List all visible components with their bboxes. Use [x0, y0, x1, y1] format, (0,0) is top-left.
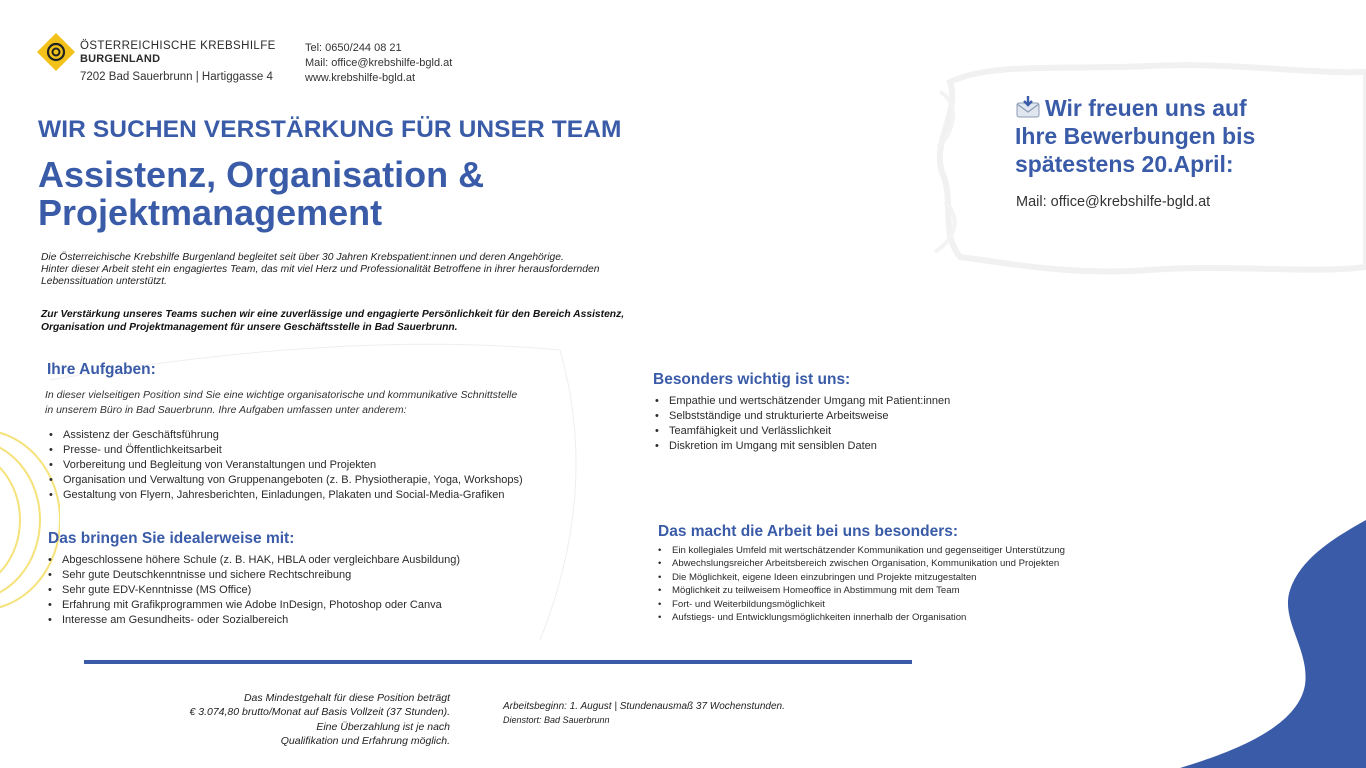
- intro-bold-line: Zur Verstärkung unseres Teams suchen wir eine zuverlässige und engagierte Persönlichkeit für den Bereich Assistenz,: [41, 309, 625, 320]
- intro-bold-line: Organisation und Projektmanagement für unsere Geschäftsstelle in Bad Sauerbrunn.: [41, 321, 458, 333]
- application-card-title: [1015, 94, 1315, 178]
- start-info: Arbeitsbeginn: 1. August | Stundenausmaß 37 Wochenstunden.: [503, 701, 785, 712]
- section-divider: [84, 660, 912, 664]
- section-title-besonders: Das macht die Arbeit bei uns besonders:: [658, 523, 959, 540]
- mitbringen-list: [46, 553, 460, 628]
- salary-line: Das Mindestgehalt für diese Position beträgt: [243, 692, 450, 704]
- card-line-2: Ihre Bewerbungen bis: [1015, 123, 1256, 149]
- list-item: • Abgeschlossene höhere Schule (z. B. HAK, HBLA oder vergleichbare Ausbildung): [46, 553, 460, 568]
- intro-line: Die Österreichische Krebshilfe Burgenland begleitet seit über 30 Jahren Krebspatient:innen und deren Angehörige.: [41, 252, 564, 263]
- list-item: • Selbstständige und strukturierte Arbeitsweise: [653, 409, 950, 424]
- list-item: • Aufstiegs- und Entwicklungsmöglichkeiten innerhalb der Organisation: [656, 611, 1065, 624]
- wichtig-list: [653, 394, 950, 454]
- list-item: • Sehr gute EDV-Kenntnisse (MS Office): [46, 583, 460, 598]
- section-title-mitbringen: Das bringen Sie idealerweise mit:: [48, 530, 295, 547]
- work-location: Dienstort: Bad Sauerbrunn: [503, 715, 610, 725]
- decorative-blue-wave: [1180, 520, 1366, 768]
- card-line-1: Wir freuen uns auf: [1045, 95, 1247, 121]
- list-item: • Abwechslungsreicher Arbeitsbereich zwischen Organisation, Kommunikation und Projekten: [656, 557, 1065, 570]
- intro-bold-text: [41, 309, 681, 334]
- list-item: • Möglichkeit zu teilweisem Homeoffice in Abstimmung mit dem Team: [656, 584, 1065, 597]
- salary-line: Eine Überzahlung ist je nach: [316, 720, 450, 733]
- org-name: ÖSTERREICHISCHE KREBSHILFE: [80, 40, 276, 52]
- list-item: • Erfahrung mit Grafikprogrammen wie Adobe InDesign, Photoshop oder Canva: [46, 598, 460, 613]
- contact-block: [305, 41, 452, 86]
- list-item: • Vorbereitung und Begleitung von Veranstaltungen und Projekten: [47, 458, 523, 473]
- list-item: • Sehr gute Deutschkenntnisse und sichere Rechtschreibung: [46, 568, 460, 583]
- krebshilfe-logo-icon: [36, 32, 76, 72]
- intro-line: Lebenssituation unterstützt.: [41, 276, 167, 287]
- contact-mail: Mail: office@krebshilfe-bgld.at: [305, 57, 453, 69]
- list-item: • Organisation und Verwaltung von Gruppenangeboten (z. B. Physiotherapie, Yoga, Workshops): [47, 473, 523, 488]
- contact-phone: Tel: 0650/244 08 21: [305, 42, 402, 54]
- section-title-wichtig: Besonders wichtig ist uns:: [653, 371, 851, 388]
- list-item: • Gestaltung von Flyern, Jahresberichten, Einladungen, Plakaten und Social-Media-Grafiken: [47, 488, 523, 503]
- intro-text: [41, 252, 681, 288]
- headline-job-title: [38, 156, 484, 232]
- list-item: • Teamfähigkeit und Verlässlichkeit: [653, 424, 950, 439]
- list-item: • Interesse am Gesundheits- oder Sozialbereich: [46, 613, 460, 628]
- envelope-inbox-icon: [1015, 96, 1041, 116]
- list-item: • Die Möglichkeit, eigene Ideen einzubringen und Projekte mitzugestalten: [656, 571, 1065, 584]
- list-item: • Diskretion im Umgang mit sensiblen Daten: [653, 439, 950, 454]
- headline-line-1: Assistenz, Organisation &: [38, 154, 485, 195]
- headline-small: WIR SUCHEN VERSTÄRKUNG FÜR UNSER TEAM: [38, 116, 622, 143]
- contact-web: www.krebshilfe-bgld.at: [305, 72, 416, 84]
- org-region: BURGENLAND: [80, 53, 161, 65]
- aufgaben-list: [47, 428, 523, 503]
- org-address: 7202 Bad Sauerbrunn | Hartiggasse 4: [80, 71, 273, 83]
- list-item: • Ein kollegiales Umfeld mit wertschätzender Kommunikation und gegenseitiger Unterstützung: [656, 544, 1065, 557]
- aufgaben-intro: [45, 388, 605, 418]
- salary-line: € 3.074,80 brutto/Monat auf Basis Vollzeit (37 Stunden).: [189, 706, 450, 719]
- aufgaben-intro-line: In dieser vielseitigen Position sind Sie eine wichtige organisatorische und kommunikative Schnittstelle: [45, 389, 518, 401]
- section-title-aufgaben: Ihre Aufgaben:: [47, 361, 156, 378]
- list-item: • Empathie und wertschätzender Umgang mit Patient:innen: [653, 394, 950, 409]
- card-line-3: spätestens 20.April:: [1015, 151, 1234, 177]
- list-item: • Presse- und Öffentlichkeitsarbeit: [47, 443, 523, 458]
- intro-line: Hinter dieser Arbeit steht ein engagiertes Team, das mit viel Herz und Professionalität Betroffene in ihrer herausfordernden: [41, 264, 600, 275]
- list-item: • Fort- und Weiterbildungsmöglichkeit: [656, 598, 1065, 611]
- besonders-list: [656, 544, 1065, 624]
- list-item: • Assistenz der Geschäftsführung: [47, 428, 523, 443]
- application-email: Mail: office@krebshilfe-bgld.at: [1016, 194, 1211, 210]
- headline-line-2: Projektmanagement: [38, 192, 383, 233]
- salary-info: [140, 691, 450, 748]
- salary-line: Qualifikation und Erfahrung möglich.: [280, 734, 450, 747]
- aufgaben-intro-line: in unserem Büro in Bad Sauerbrunn. Ihre Aufgaben umfassen unter anderem:: [45, 404, 407, 416]
